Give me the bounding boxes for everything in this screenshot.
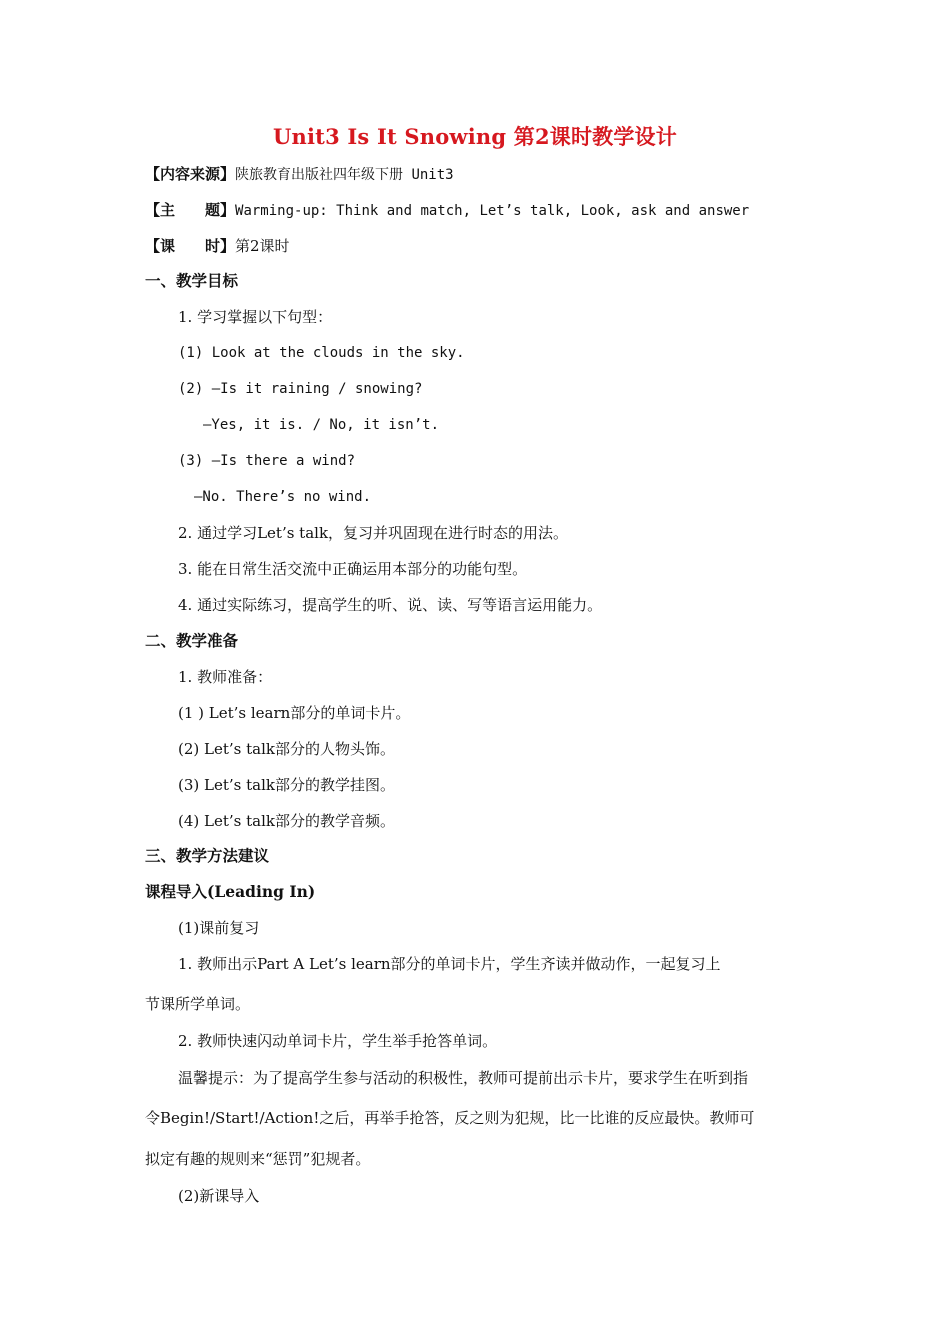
sentence-2-answer: —Yes, it is. / No, it isn’t. [203,417,440,433]
section-heading-objectives: 一、教学目标 [145,271,239,290]
meta-topic [145,200,749,221]
source-label: 【内容来源】 [145,165,236,183]
meta-source [145,164,454,185]
objective-2: 2. 通过学习Let’s talk，复习并巩固现在进行时态的用法。 [178,524,569,542]
preparation-item-3: (3) Let’s talk部分的教学挂图。 [178,776,395,794]
tip-line-1: 温馨提示：为了提高学生参与活动的积极性，教师可提前出示卡片，要求学生在听到指 [178,1069,749,1087]
objective-4: 4. 通过实际练习，提高学生的听、说、读、写等语言运用能力。 [178,596,603,614]
step-2: 2. 教师快速闪动单词卡片，学生举手抢答单词。 [178,1032,498,1050]
period-value: 第2课时 [235,237,290,255]
new-lesson-subheading: (2)新课导入 [178,1187,260,1205]
step-1-line-2: 节课所学单词。 [145,995,251,1013]
sentence-3-answer: —No. There’s no wind. [194,489,372,505]
preparation-1: 1. 教师准备： [178,668,273,686]
document-title: Unit3 Is It Snowing 第2课时教学设计 [273,124,677,149]
review-subheading: (1)课前复习 [178,919,260,937]
source-value: 陕旅教育出版社四年级下册 Unit3 [235,167,454,183]
section-heading-preparation: 二、教学准备 [145,631,239,650]
topic-label: 【主 题】 [145,201,236,219]
period-label: 【课 时】 [145,237,236,255]
sentence-3-question: (3) —Is there a wind? [178,453,356,469]
leading-in-heading: 课程导入(Leading In) [145,882,316,901]
tip-line-3: 拟定有趣的规则来“惩罚”犯规者。 [145,1150,371,1168]
sentence-1: (1) Look at the clouds in the sky. [178,345,465,361]
preparation-item-4: (4) Let’s talk部分的教学音频。 [178,812,395,830]
tip-line-2: 令Begin!/Start!/Action!之后，再举手抢答，反之则为犯规，比一比谁的反应最快。教师可 [145,1109,755,1127]
meta-period [145,236,290,256]
topic-value: Warming-up: Think and match, Let’s talk, Look, ask and answer [235,203,750,219]
objective-1: 1. 学习掌握以下句型： [178,308,333,326]
objective-3: 3. 能在日常生活交流中正确运用本部分的功能句型。 [178,560,528,578]
sentence-2-question: (2) —Is it raining / snowing? [178,381,423,397]
step-1-line-1: 1. 教师出示Part A Let’s learn部分的单词卡片，学生齐读并做动作，一起复习上 [178,955,721,973]
preparation-item-1: (1 ) Let’s learn部分的单词卡片。 [178,704,411,722]
section-heading-methods: 三、教学方法建议 [145,846,270,865]
preparation-item-2: (2) Let’s talk部分的人物头饰。 [178,740,395,758]
